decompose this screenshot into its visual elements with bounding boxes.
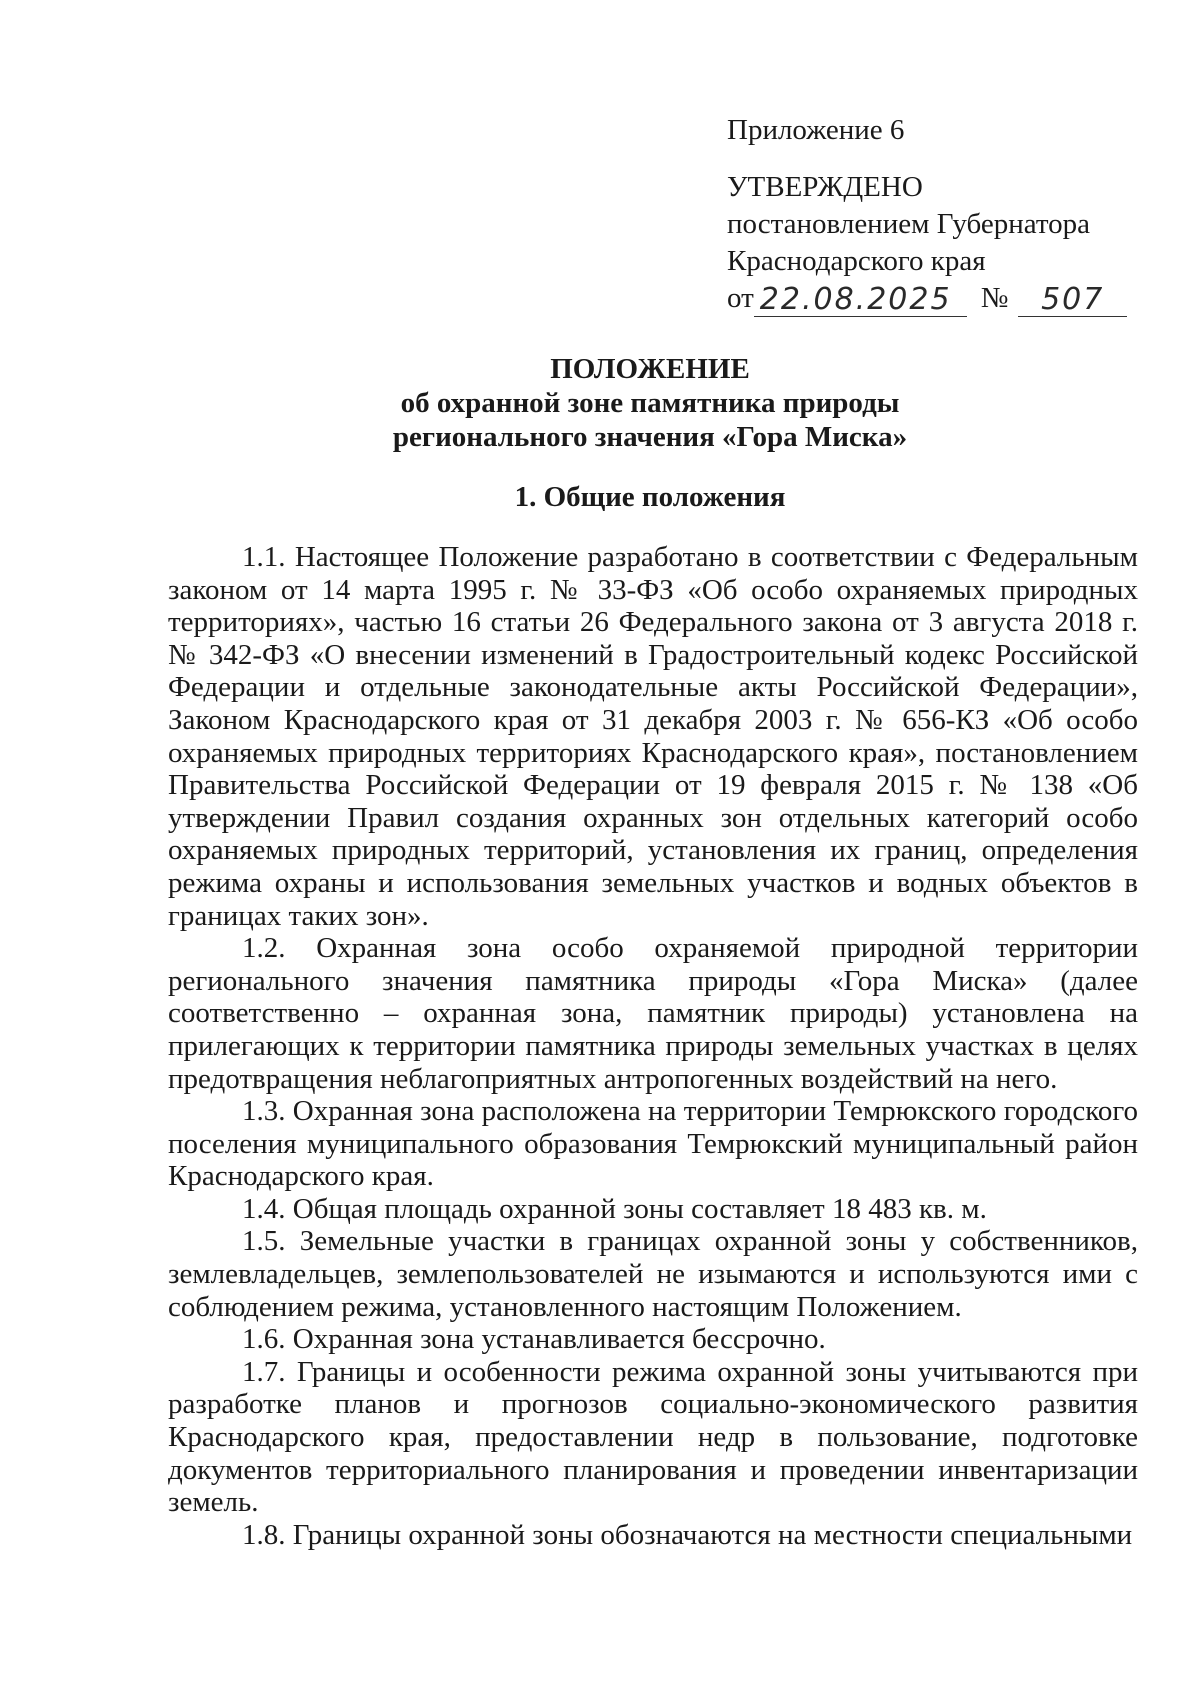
approved-label: УТВЕРЖДЕНО xyxy=(727,171,923,203)
paragraph: 1.6. Охранная зона устанавливается бессрочно. xyxy=(242,1323,826,1356)
paragraph: 1.1. Настоящее Положение разработано в соответствии с Федеральным законом от 14 марта 1995 г. № 33-ФЗ «Об особо охраняемых природных территориях», частью 16 статьи 26 Федерального закона от 3 августа 2018 г. № 342-ФЗ «О внесении изменений в Градостроительный кодекс Российской Федерации и отдельные законодательные акты Российской Федерации», Законом Краснодарского края от 31 декабря 2003 г. № 656-КЗ «Об особо охраняемых природных территориях Краснодарского края», постановлением Правительства Российской Федерации от 19 февраля 2015 г. № 138 «Об утверждении Правил создания охранных зон отдельных категорий особо охраняемых природных территорий, установления их границ, определения режима охраны и использования земельных участков и водных объектов в границах таких зон». xyxy=(168,541,1138,932)
approved-by-line-1: постановлением Губернатора xyxy=(727,208,1091,240)
title-line-2: об охранной зоне памятника природы xyxy=(400,387,900,419)
title-line-3: регионального значения «Гора Миска» xyxy=(392,421,908,453)
paragraph: 1.7. Границы и особенности режима охранной зоны учитываются при разработке планов и прогнозов социально-экономического развития Краснодарского края, предоставлении недр в пользование, подготовке документов территориального планирования и проведении инвентаризации земель. xyxy=(168,1355,1138,1519)
date-prefix: от xyxy=(727,282,754,314)
handwritten-date: 22.08.2025 xyxy=(754,284,967,317)
handwritten-number: 507 xyxy=(1018,284,1127,317)
approved-by-line-2: Краснодарского края xyxy=(727,245,986,277)
appendix-label: Приложение 6 xyxy=(727,114,905,146)
paragraph: 1.3. Охранная зона расположена на территории Темрюкского городского поселения муниципального образования Темрюкский муниципальный район Краснодарского края. xyxy=(168,1095,1138,1193)
title-main: ПОЛОЖЕНИЕ xyxy=(550,353,750,385)
section-body xyxy=(168,541,1138,1551)
paragraph: 1.4. Общая площадь охранной зоны составляет 18 483 кв. м. xyxy=(242,1192,987,1225)
paragraph: 1.2. Охранная зона особо охраняемой природной территории регионального значения памятника природы «Гора Миска» (далее соответственно – охранная зона, памятник природы) установлена на прилегающих к территории памятника природы земельных участках в целях предотвращения неблагоприятных антропогенных воздействий на него. xyxy=(168,932,1138,1095)
approval-block xyxy=(727,112,1127,317)
paragraph: 1.8. Границы охранной зоны обозначаются на местности специальными xyxy=(242,1518,1133,1551)
section-heading: 1. Общие положения xyxy=(514,481,786,513)
number-sign: № xyxy=(980,282,1009,314)
document-title xyxy=(160,352,1140,454)
paragraph: 1.5. Земельные участки в границах охранной зоны у собственников, землевладельцев, землепользователей не изымаются и используются ими с соблюдением режима, установленного настоящим Положением. xyxy=(168,1225,1138,1323)
date-number-line xyxy=(727,280,1127,317)
